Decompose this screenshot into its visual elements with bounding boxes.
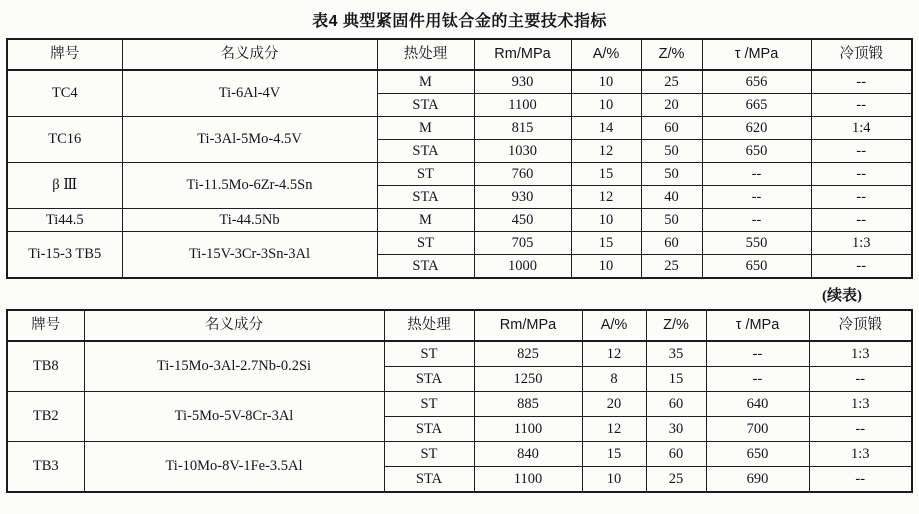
heat-treatment-cell: ST bbox=[384, 442, 474, 467]
heat-treatment-cell: ST bbox=[377, 232, 474, 255]
z-cell: 30 bbox=[646, 417, 706, 442]
a-cell: 8 bbox=[582, 367, 646, 392]
rm-cell: 930 bbox=[474, 186, 571, 209]
table-row bbox=[7, 163, 912, 186]
tau-cell: 650 bbox=[702, 255, 811, 279]
rm-cell: 825 bbox=[474, 341, 582, 367]
table-row bbox=[7, 341, 912, 367]
a-cell: 10 bbox=[571, 255, 641, 279]
table-title: 表4 典型紧固件用钛合金的主要技术指标 bbox=[312, 13, 607, 30]
z-cell: 50 bbox=[641, 140, 702, 163]
cold-upset-cell: 1:3 bbox=[809, 341, 912, 367]
alloy-spec-table-main bbox=[6, 38, 913, 279]
rm-cell: 760 bbox=[474, 163, 571, 186]
cold-upset-cell: 1:4 bbox=[811, 117, 912, 140]
rm-cell: 885 bbox=[474, 392, 582, 417]
z-cell: 50 bbox=[641, 163, 702, 186]
composition-cell: Ti-5Mo-5V-8Cr-3Al bbox=[84, 392, 384, 442]
a-cell: 12 bbox=[571, 186, 641, 209]
col-header-tau: τ /MPa bbox=[702, 39, 811, 70]
heat-treatment-cell: STA bbox=[377, 186, 474, 209]
heat-treatment-cell: STA bbox=[377, 255, 474, 279]
col-header-grade: 牌号 bbox=[7, 39, 122, 70]
composition-cell: Ti-15Mo-3Al-2.7Nb-0.2Si bbox=[84, 341, 384, 392]
grade-cell: Ti44.5 bbox=[7, 209, 122, 232]
col-header-z: Z/% bbox=[641, 39, 702, 70]
z-cell: 60 bbox=[641, 117, 702, 140]
composition-cell: Ti-44.5Nb bbox=[122, 209, 377, 232]
composition-cell: Ti-15V-3Cr-3Sn-3Al bbox=[122, 232, 377, 279]
col-header-a: A/% bbox=[571, 39, 641, 70]
table-row bbox=[7, 442, 912, 467]
alloy-spec-table-continued bbox=[6, 309, 913, 493]
heat-treatment-cell: M bbox=[377, 209, 474, 232]
cold-upset-cell: -- bbox=[811, 255, 912, 279]
a-cell: 10 bbox=[582, 467, 646, 493]
tau-cell: 656 bbox=[702, 70, 811, 94]
tau-cell: 690 bbox=[706, 467, 809, 493]
col-header-tau: τ /MPa bbox=[706, 310, 809, 341]
z-cell: 25 bbox=[641, 255, 702, 279]
tau-cell: -- bbox=[702, 186, 811, 209]
a-cell: 12 bbox=[582, 417, 646, 442]
heat-treatment-cell: STA bbox=[377, 140, 474, 163]
composition-cell: Ti-3Al-5Mo-4.5V bbox=[122, 117, 377, 163]
heat-treatment-cell: ST bbox=[377, 163, 474, 186]
col-header-a: A/% bbox=[582, 310, 646, 341]
z-cell: 20 bbox=[641, 94, 702, 117]
rm-cell: 1100 bbox=[474, 417, 582, 442]
grade-cell: β Ⅲ bbox=[7, 163, 122, 209]
cold-upset-cell: -- bbox=[809, 367, 912, 392]
a-cell: 15 bbox=[571, 232, 641, 255]
rm-cell: 1100 bbox=[474, 467, 582, 493]
cold-upset-cell: 1:3 bbox=[809, 392, 912, 417]
tau-cell: -- bbox=[702, 163, 811, 186]
rm-cell: 705 bbox=[474, 232, 571, 255]
heat-treatment-cell: STA bbox=[384, 367, 474, 392]
tau-cell: 665 bbox=[702, 94, 811, 117]
rm-cell: 815 bbox=[474, 117, 571, 140]
a-cell: 12 bbox=[582, 341, 646, 367]
header-row bbox=[7, 39, 912, 70]
col-header-grade: 牌号 bbox=[7, 310, 84, 341]
cold-upset-cell: -- bbox=[811, 163, 912, 186]
cold-upset-cell: -- bbox=[811, 140, 912, 163]
tau-cell: -- bbox=[702, 209, 811, 232]
tau-cell: -- bbox=[706, 367, 809, 392]
rm-cell: 1000 bbox=[474, 255, 571, 279]
z-cell: 60 bbox=[646, 392, 706, 417]
grade-cell: TC16 bbox=[7, 117, 122, 163]
z-cell: 25 bbox=[646, 467, 706, 493]
tau-cell: 620 bbox=[702, 117, 811, 140]
a-cell: 10 bbox=[571, 70, 641, 94]
heat-treatment-cell: STA bbox=[384, 417, 474, 442]
z-cell: 25 bbox=[641, 70, 702, 94]
rm-cell: 840 bbox=[474, 442, 582, 467]
cold-upset-cell: 1:3 bbox=[809, 442, 912, 467]
composition-cell: Ti-10Mo-8V-1Fe-3.5Al bbox=[84, 442, 384, 493]
z-cell: 60 bbox=[641, 232, 702, 255]
composition-cell: Ti-6Al-4V bbox=[122, 70, 377, 117]
a-cell: 10 bbox=[571, 94, 641, 117]
rm-cell: 1100 bbox=[474, 94, 571, 117]
a-cell: 10 bbox=[571, 209, 641, 232]
heat-treatment-cell: ST bbox=[384, 392, 474, 417]
col-header-rm: Rm/MPa bbox=[474, 310, 582, 341]
cold-upset-cell: 1:3 bbox=[811, 232, 912, 255]
grade-cell: TC4 bbox=[7, 70, 122, 117]
col-header-cold-upset: 冷顶锻 bbox=[809, 310, 912, 341]
heat-treatment-cell: M bbox=[377, 117, 474, 140]
composition-cell: Ti-11.5Mo-6Zr-4.5Sn bbox=[122, 163, 377, 209]
col-header-composition: 名义成分 bbox=[84, 310, 384, 341]
tau-cell: 700 bbox=[706, 417, 809, 442]
cold-upset-cell: -- bbox=[811, 94, 912, 117]
heat-treatment-cell: ST bbox=[384, 341, 474, 367]
cold-upset-cell: -- bbox=[811, 186, 912, 209]
a-cell: 15 bbox=[582, 442, 646, 467]
grade-cell: TB2 bbox=[7, 392, 84, 442]
grade-cell: Ti-15-3 TB5 bbox=[7, 232, 122, 279]
col-header-composition: 名义成分 bbox=[122, 39, 377, 70]
z-cell: 15 bbox=[646, 367, 706, 392]
rm-cell: 450 bbox=[474, 209, 571, 232]
table-row bbox=[7, 209, 912, 232]
cold-upset-cell: -- bbox=[809, 467, 912, 493]
table-row bbox=[7, 70, 912, 94]
col-header-heat-treatment: 热处理 bbox=[384, 310, 474, 341]
z-cell: 40 bbox=[641, 186, 702, 209]
header-row bbox=[7, 310, 912, 341]
a-cell: 12 bbox=[571, 140, 641, 163]
tau-cell: 550 bbox=[702, 232, 811, 255]
z-cell: 50 bbox=[641, 209, 702, 232]
cold-upset-cell: -- bbox=[811, 209, 912, 232]
cold-upset-cell: -- bbox=[809, 417, 912, 442]
a-cell: 15 bbox=[571, 163, 641, 186]
heat-treatment-cell: STA bbox=[384, 467, 474, 493]
cold-upset-cell: -- bbox=[811, 70, 912, 94]
tau-cell: 650 bbox=[706, 442, 809, 467]
continued-table-label: (续表) bbox=[822, 288, 862, 304]
grade-cell: TB3 bbox=[7, 442, 84, 493]
col-header-z: Z/% bbox=[646, 310, 706, 341]
tau-cell: 650 bbox=[702, 140, 811, 163]
heat-treatment-cell: M bbox=[377, 70, 474, 94]
table-row bbox=[7, 117, 912, 140]
table-row bbox=[7, 232, 912, 255]
rm-cell: 1030 bbox=[474, 140, 571, 163]
col-header-cold-upset: 冷顶锻 bbox=[811, 39, 912, 70]
grade-cell: TB8 bbox=[7, 341, 84, 392]
col-header-heat-treatment: 热处理 bbox=[377, 39, 474, 70]
z-cell: 60 bbox=[646, 442, 706, 467]
a-cell: 20 bbox=[582, 392, 646, 417]
rm-cell: 930 bbox=[474, 70, 571, 94]
col-header-rm: Rm/MPa bbox=[474, 39, 571, 70]
table-row bbox=[7, 392, 912, 417]
tau-cell: -- bbox=[706, 341, 809, 367]
z-cell: 35 bbox=[646, 341, 706, 367]
heat-treatment-cell: STA bbox=[377, 94, 474, 117]
tau-cell: 640 bbox=[706, 392, 809, 417]
rm-cell: 1250 bbox=[474, 367, 582, 392]
a-cell: 14 bbox=[571, 117, 641, 140]
